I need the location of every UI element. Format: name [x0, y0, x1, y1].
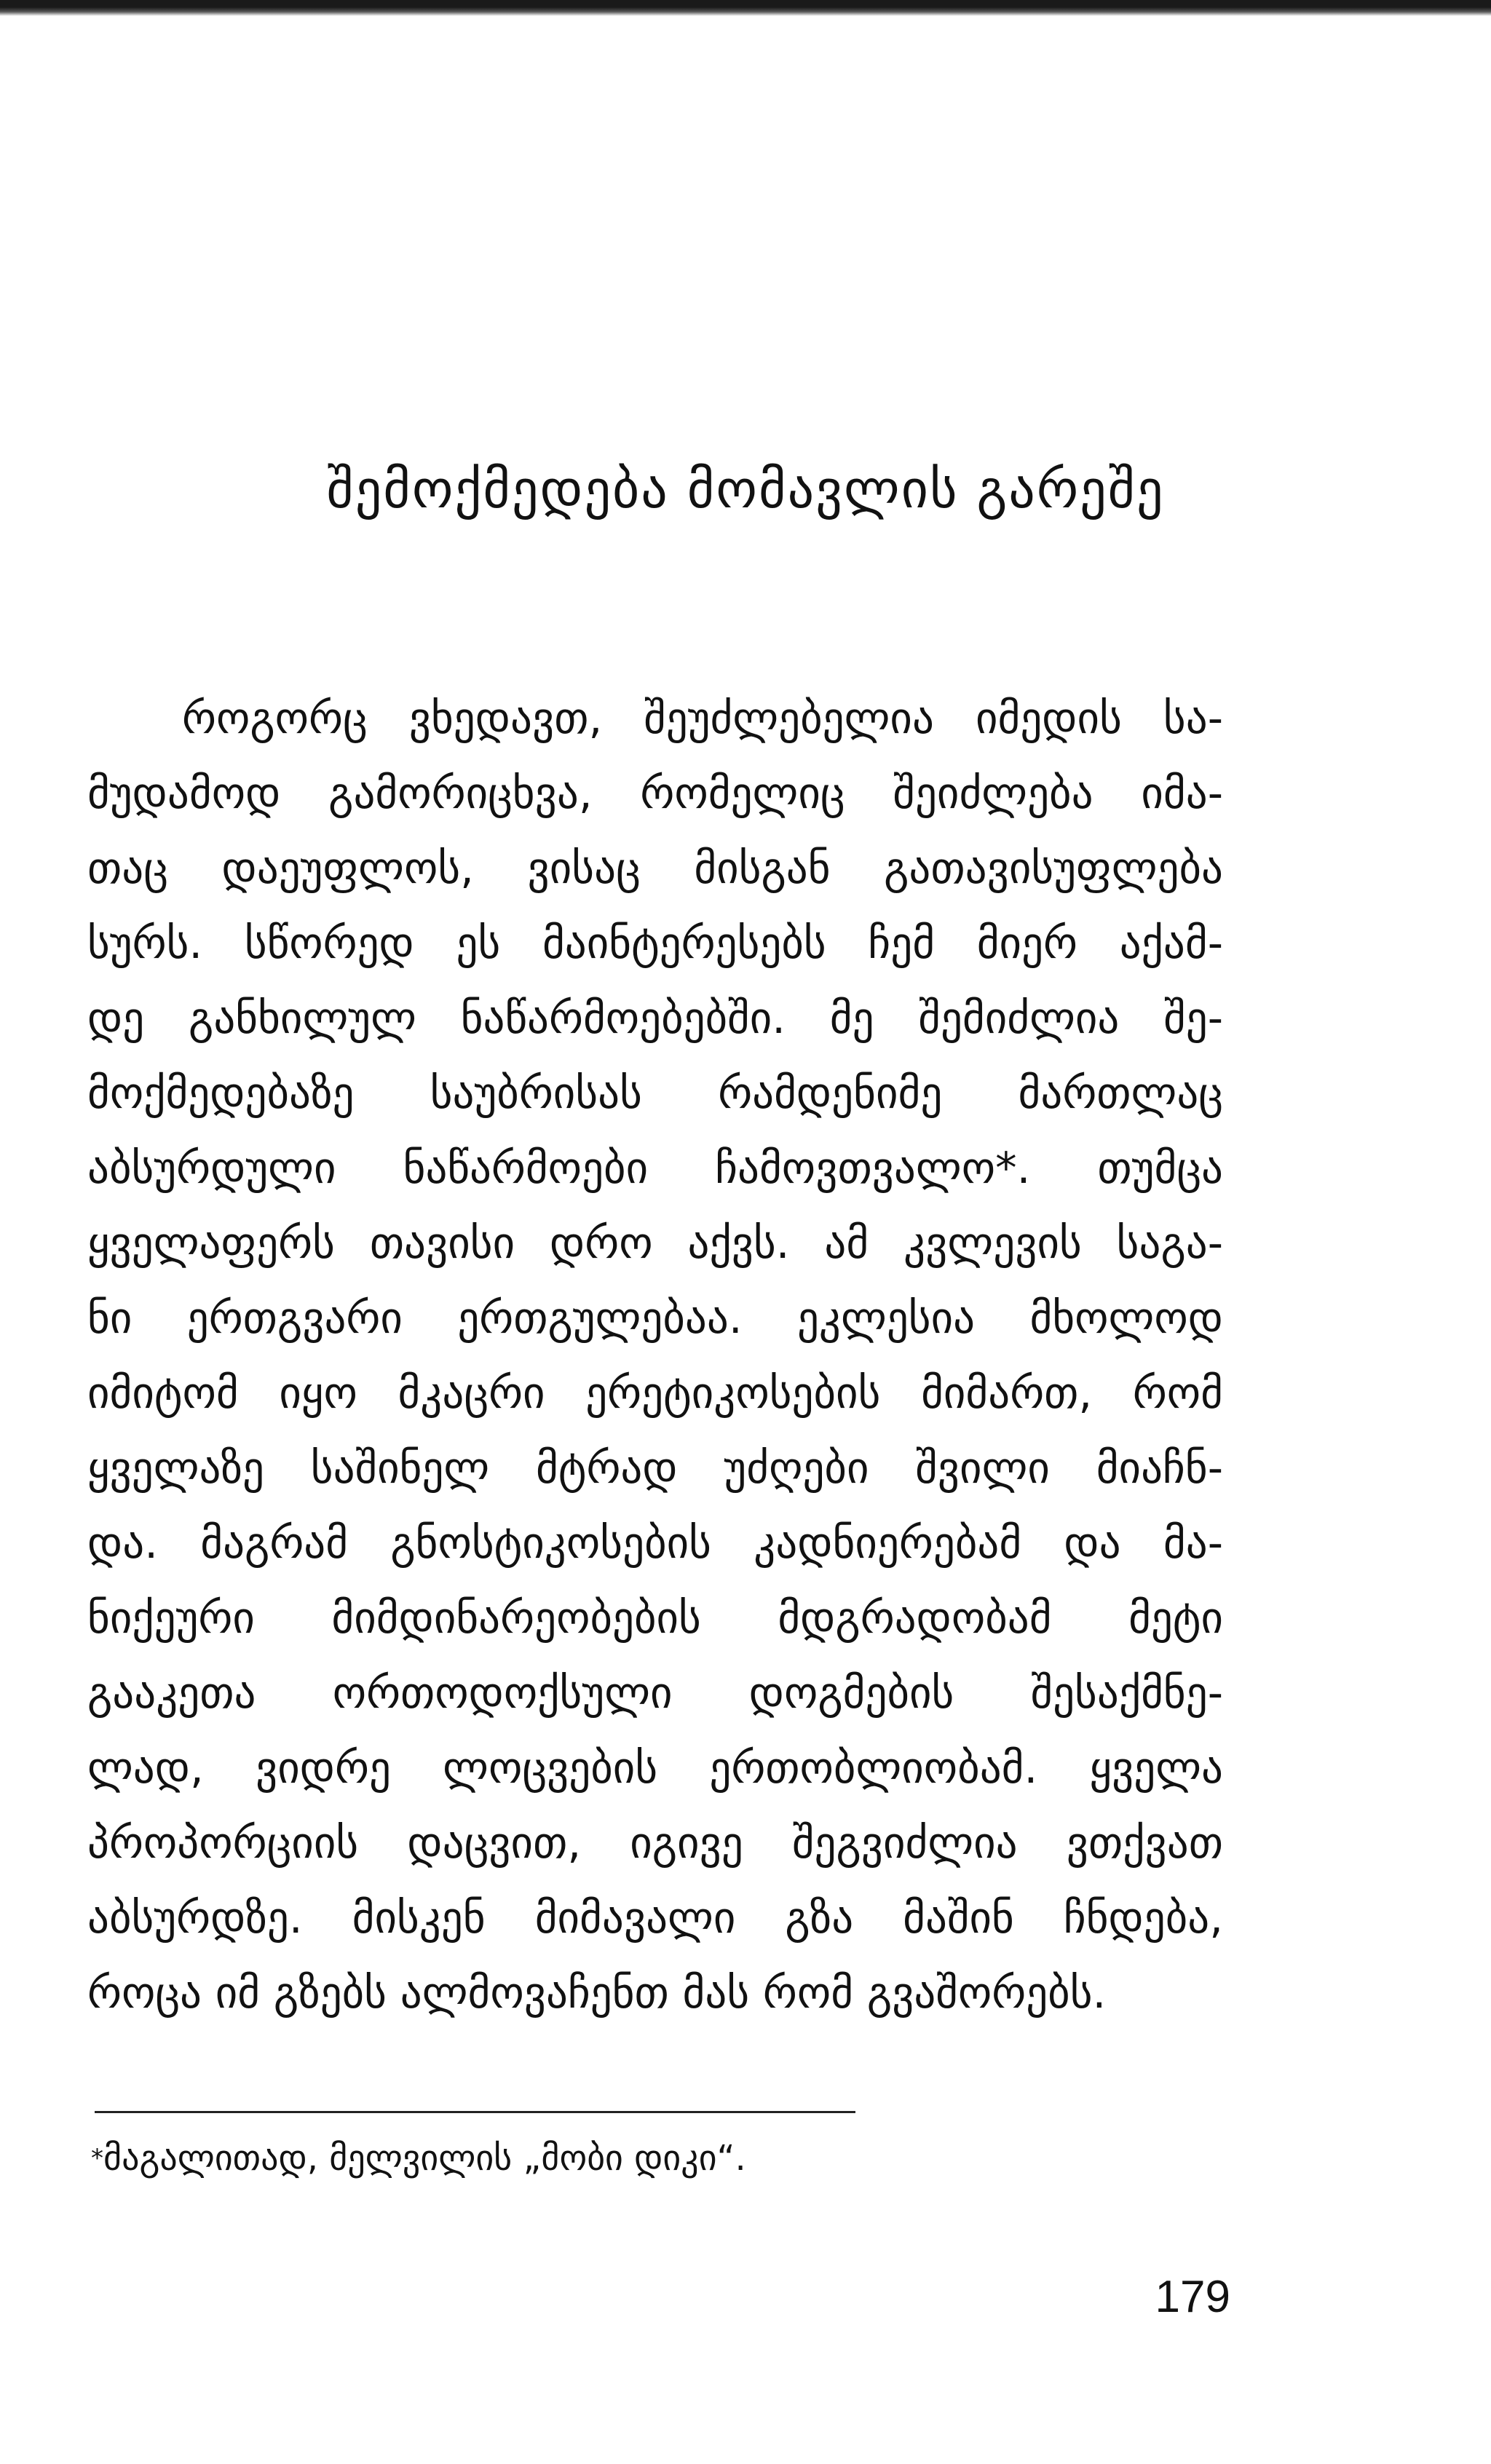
footnote-text: მაგალითად, მელვილის „მობი დიკი“. [103, 2138, 746, 2179]
body-line: ნი ერთგვარი ერთგულებაა. ეკლესია მხოლოდ [87, 1293, 1223, 1343]
body-line: და. მაგრამ გნოსტიკოსების კადნიერებამ და მა- [87, 1518, 1223, 1568]
body-line: როგორც ვხედავთ, შეუძლებელია იმედის სა- [182, 693, 1223, 743]
body-line: იმიტომ იყო მკაცრი ერეტიკოსების მიმართ, რომ [87, 1368, 1223, 1418]
scan-top-edge [0, 0, 1491, 16]
footnote-marker: * [91, 2144, 103, 2173]
chapter-title: შემოქმედება მომავლის გარეშე [326, 459, 1165, 520]
body-line: სურს. სწორედ ეს მაინტერესებს ჩემ მიერ აქამ- [87, 918, 1223, 968]
body-line: დე განხილულ ნაწარმოებებში. მე შემიძლია შე- [87, 993, 1223, 1043]
body-line: ყველაზე საშინელ მტრად უძღები შვილი მიაჩნ- [87, 1443, 1223, 1493]
body-line: მუდამოდ გამორიცხვა, რომელიც შეიძლება იმა- [87, 768, 1223, 818]
body-line: მოქმედებაზე საუბრისას რამდენიმე მართლაც [87, 1068, 1223, 1118]
body-line: ნიქეური მიმდინარეობების მდგრადობამ მეტი [87, 1593, 1223, 1643]
footnote-divider [95, 2111, 855, 2113]
body-line: პროპორციის დაცვით, იგივე შეგვიძლია ვთქვათ [87, 1818, 1223, 1868]
body-line: აბსურდზე. მისკენ მიმავალი გზა მაშინ ჩნდება, [87, 1893, 1223, 1943]
footnote [91, 2136, 746, 2180]
body-line: გააკეთა ორთოდოქსული დოგმების შესაქმნე- [87, 1668, 1223, 1718]
body-line: როცა იმ გზებს ალმოვაჩენთ მას რომ გვაშორებს. [87, 1968, 1107, 2018]
body-line: თაც დაეუფლოს, ვისაც მისგან გათავისუფლება [87, 843, 1223, 893]
body-line: აბსურდული ნაწარმოები ჩამოვთვალო*. თუმცა [87, 1143, 1223, 1193]
body-line: ლად, ვიდრე ლოცვების ერთობლიობამ. ყველა [87, 1743, 1223, 1793]
page-number: 179 [1155, 2272, 1230, 2322]
body-line: ყველაფერს თავისი დრო აქვს. ამ კვლევის საგა- [87, 1218, 1223, 1268]
body-text [87, 681, 1223, 2030]
